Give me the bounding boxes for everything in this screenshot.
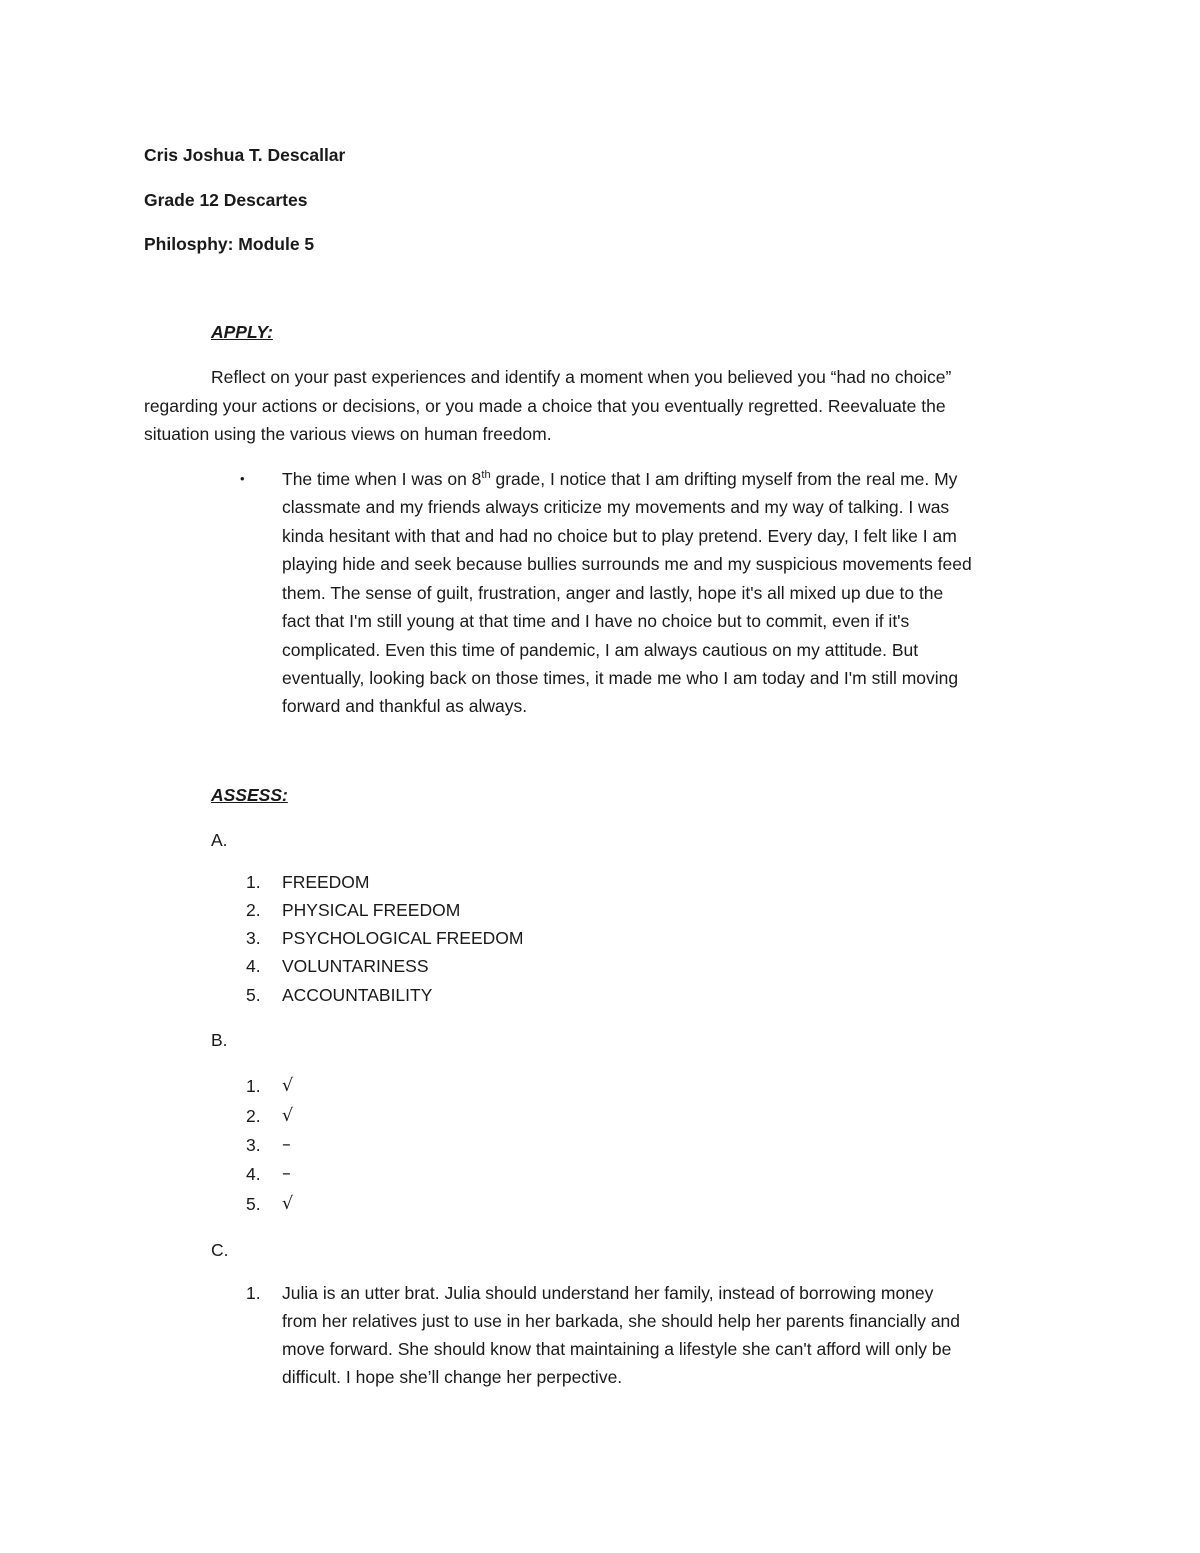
apply-answer-line-7: complicated. Even this time of pandemic, I am always cautious on my attitude. But bbox=[282, 640, 919, 660]
part-a-number-1: 1. bbox=[246, 872, 261, 892]
check-mark-icon: √ bbox=[282, 1076, 294, 1096]
apply-answer-line-2: classmate and my friends always criticize my movements and my way of talking. I was bbox=[282, 497, 950, 517]
part-a-answer-5: ACCOUNTABILITY bbox=[282, 985, 433, 1005]
dash-mark-icon: – bbox=[282, 1164, 291, 1184]
part-b-number-4: 4. bbox=[246, 1164, 261, 1184]
bullet-icon: • bbox=[240, 471, 245, 486]
part-c-answer-line-4: difficult. I hope she’ll change her perpective. bbox=[282, 1367, 623, 1387]
apply-prompt-line-1: Reflect on your past experiences and identify a moment when you believed you “had no choice” bbox=[211, 367, 952, 387]
part-b-number-3: 3. bbox=[246, 1135, 261, 1155]
part-b-number-1: 1. bbox=[246, 1076, 261, 1096]
apply-answer-line-5: them. The sense of guilt, frustration, anger and lastly, hope it's all mixed up due to the bbox=[282, 583, 944, 603]
part-c-answer-line-1: Julia is an utter brat. Julia should understand her family, instead of borrowing money bbox=[282, 1283, 934, 1303]
assess-heading: ASSESS: bbox=[211, 785, 288, 805]
part-a-answer-4: VOLUNTARINESS bbox=[282, 956, 429, 976]
student-grade: Grade 12 Descartes bbox=[144, 190, 308, 210]
part-b-number-2: 2. bbox=[246, 1106, 261, 1126]
part-a-answer-1: FREEDOM bbox=[282, 872, 370, 892]
apply-answer-line-4: playing hide and seek because bullies surrounds me and my suspicious movements feed bbox=[282, 554, 972, 574]
apply-answer-line-6: fact that I'm still young at that time and I have no choice but to commit, even if it's bbox=[282, 611, 910, 631]
dash-mark-icon: – bbox=[282, 1135, 291, 1155]
part-c-label: C. bbox=[211, 1240, 229, 1260]
apply-prompt-line-3: situation using the various views on human freedom. bbox=[144, 424, 552, 444]
subject-module: Philosphy: Module 5 bbox=[144, 234, 315, 254]
check-mark-icon: √ bbox=[282, 1194, 294, 1214]
part-c-answer-line-2: from her relatives just to use in her barkada, she should help her parents financially and bbox=[282, 1311, 961, 1331]
part-b-label: B. bbox=[211, 1030, 228, 1050]
answer-superscript: th bbox=[481, 469, 491, 482]
apply-answer-line-1 bbox=[282, 465, 957, 493]
check-mark-icon: √ bbox=[282, 1106, 294, 1126]
apply-prompt-line-2: regarding your actions or decisions, or you made a choice that you eventually regretted. Reevaluate the bbox=[144, 396, 946, 416]
part-a-label: A. bbox=[211, 830, 228, 850]
part-a-answer-2: PHYSICAL FREEDOM bbox=[282, 900, 461, 920]
part-a-number-2: 2. bbox=[246, 900, 261, 920]
answer-line-1-rest: grade, I notice that I am drifting myself from the real me. My bbox=[490, 469, 958, 489]
part-a-number-4: 4. bbox=[246, 956, 261, 976]
apply-answer-line-9: forward and thankful as always. bbox=[282, 696, 528, 716]
apply-answer-line-3: kinda hesitant with that and had no choice but to play pretend. Every day, I felt like I am bbox=[282, 526, 957, 546]
apply-heading: APPLY: bbox=[211, 322, 273, 342]
part-b-number-5: 5. bbox=[246, 1194, 261, 1214]
part-a-answer-3: PSYCHOLOGICAL FREEDOM bbox=[282, 928, 524, 948]
student-name: Cris Joshua T. Descallar bbox=[144, 145, 346, 165]
answer-lead: The time when I was on 8 bbox=[282, 469, 482, 489]
apply-answer-line-8: eventually, looking back on those times, it made me who I am today and I'm still moving bbox=[282, 668, 959, 688]
part-a-number-5: 5. bbox=[246, 985, 261, 1005]
part-a-number-3: 3. bbox=[246, 928, 261, 948]
part-c-number-1: 1. bbox=[246, 1283, 261, 1303]
part-c-answer-line-3: move forward. She should know that maintaining a lifestyle she can't afford will only be bbox=[282, 1339, 952, 1359]
